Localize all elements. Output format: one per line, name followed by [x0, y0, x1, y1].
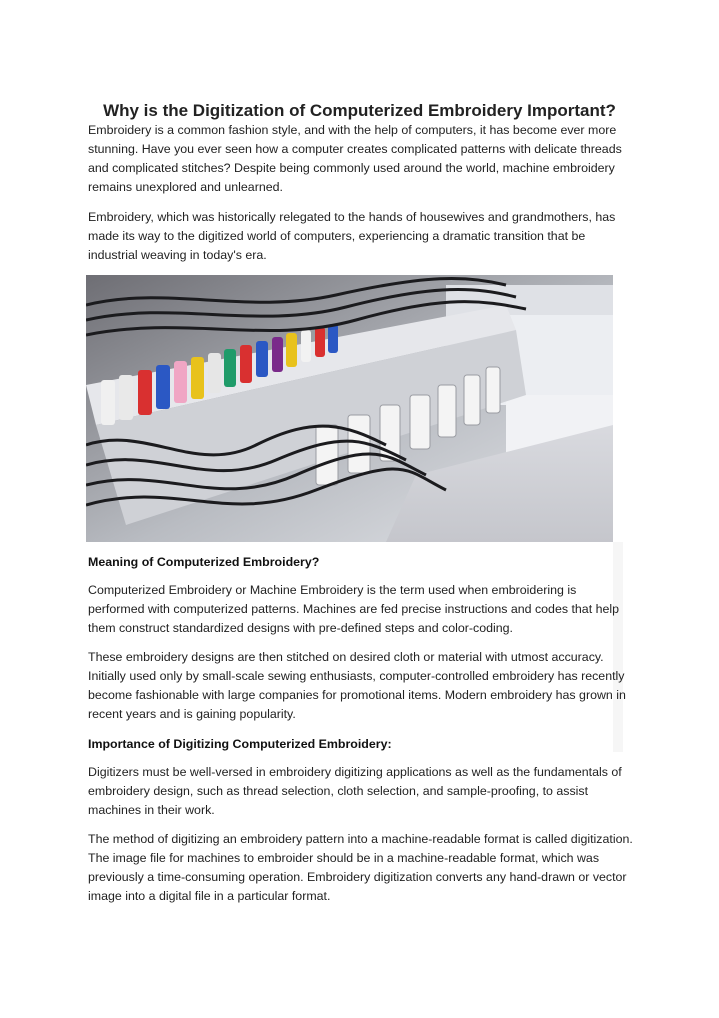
section1-paragraph-2: These embroidery designs are then stitched on desired cloth or material with utmost accuracy. Initially used only by small-scale sewing enthusiasts, computer-controlled embroidery has recently become fashionable with large companies for promotional items. Modern embroidery has grown in recent years and is gaining popularity. — [88, 650, 626, 721]
page-title: Why is the Digitization of Computerized Embroidery Important? — [103, 101, 616, 121]
section-heading-meaning: Meaning of Computerized Embroidery? — [88, 555, 320, 569]
intro-paragraph-1: Embroidery is a common fashion style, and with the help of computers, it has become ever more stunning. Have you ever seen how a computer creates complicated patterns with delicate threads and complicated stitches? Despite being commonly used around the world, machine embroidery remains unexplored and unlearned. — [88, 123, 622, 194]
section1-paragraph-1: Computerized Embroidery or Machine Embroidery is the term used when embroidering is performed with computerized patterns. Machines are fed precise instructions and codes that help them construct standardized designs with pre-defined steps and color-coding. — [88, 583, 620, 635]
embroidery-machine-photo — [86, 275, 613, 542]
section-heading-importance: Importance of Digitizing Computerized Embroidery: — [88, 737, 392, 751]
section2-paragraph-2: The method of digitizing an embroidery pattern into a machine-readable format is called digitization. The image file for machines to embroider should be in a machine-readable format, which was previously a time-consuming operation. Embroidery digitization converts any hand-drawn or vector image into a digital file in a particular format. — [88, 832, 633, 903]
embroidery-machine-illustration — [86, 275, 613, 542]
section2-paragraph-1: Digitizers must be well-versed in embroidery digitizing applications as well as the fundamentals of embroidery design, such as thread selection, cloth selection, and sample-proofing, to assist machines in their work. — [88, 765, 622, 817]
intro-paragraph-2: Embroidery, which was historically relegated to the hands of housewives and grandmothers, has made its way to the digitized world of computers, experiencing a dramatic transition that be industrial weaving in today's era. — [88, 210, 616, 262]
